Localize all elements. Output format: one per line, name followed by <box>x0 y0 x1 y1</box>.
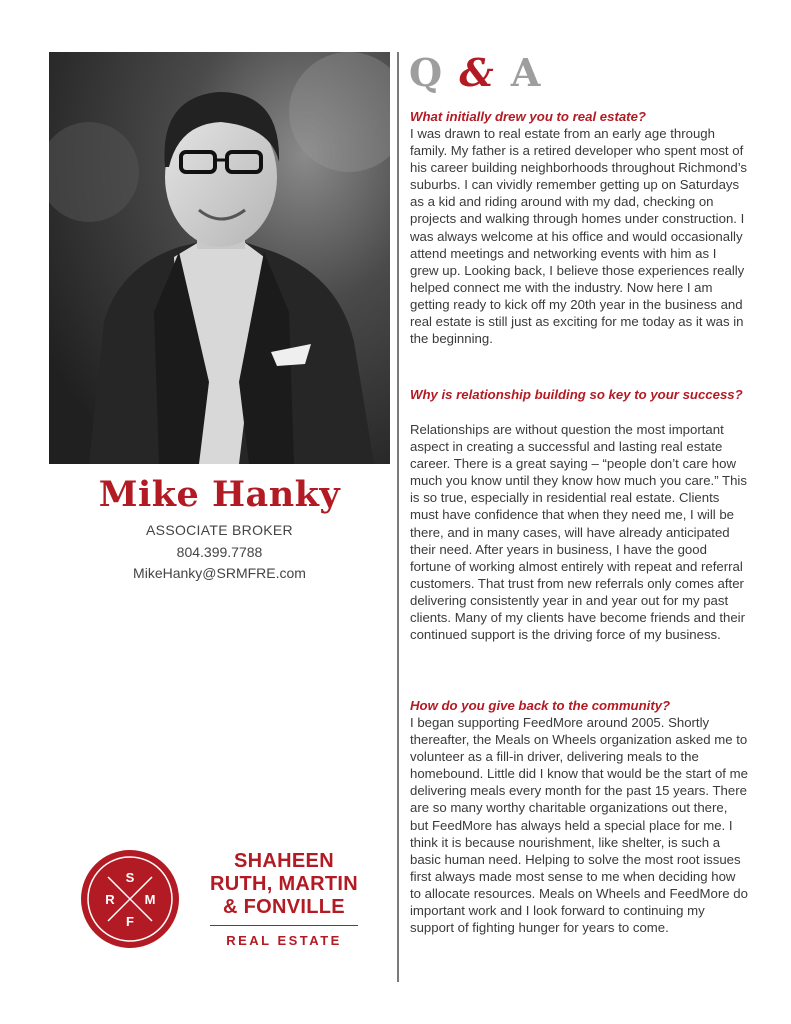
firm-subtitle: REAL ESTATE <box>226 933 342 948</box>
srmf-logo-icon <box>80 849 180 949</box>
firm-name <box>204 850 364 919</box>
headshot-photo <box>49 52 390 464</box>
firm-name-line-3: & FONVILLE <box>223 896 345 918</box>
agent-title: ASSOCIATE BROKER <box>146 522 293 538</box>
logo-letter-s: S <box>125 870 135 885</box>
answer-1: I was drawn to real estate from an early age through family. My father is a retired developer who spent most of his career building neighborhoods throughout Richmond’s suburbs. I can vividly remember getting up on Saturdays as a kid and riding around with my dad, checking on projects and walking through homes under construction. I was always welcome at his office and would occasionally attend meetings and networking events with him as I grew up. Looking back, I believe those experiences really helped connect me with the industry. Now here I am getting ready to kick off my 20th year in the business and real estate is still just as exciting for me today as it was in the beginning. <box>410 126 747 347</box>
answer-3: I began supporting FeedMore around 2005. Shortly thereafter, the Meals on Wheels organization asked me to volunteer as a fill-in driver, delivering meals to the homebound. Little did I know that would be the start of me delivering meals every month for the past 15 years. There are so many worthy charitable organizations out there, but FeedMore has always held a special place for me. I think it is because nourishment, like shelter, is such a basic human need. Helping to solve the most root issues first always made most sense to me when deciding how to allocate resources. Meals on Wheels and FeedMore do important work and I look forward to continuing my support of fighting hunger for years to come. <box>410 715 748 936</box>
firm-rule-divider <box>210 925 358 926</box>
agent-phone[interactable]: 804.399.7788 <box>176 544 263 560</box>
qa-heading-a: A <box>510 50 543 95</box>
logo-letter-f: F <box>126 914 134 929</box>
logo-letter-m: M <box>144 892 156 907</box>
logo-letter-r: R <box>105 892 115 907</box>
firm-name-line-1: SHAHEEN <box>234 850 334 872</box>
question-2: Why is relationship building so key to your success? <box>410 387 743 402</box>
question-3: How do you give back to the community? <box>410 698 671 713</box>
column-divider <box>397 52 399 982</box>
qa-heading-ampersand: & <box>459 50 496 95</box>
firm-name-line-2: RUTH, MARTIN <box>209 873 359 895</box>
agent-name: Mike Hanky <box>98 474 341 515</box>
qa-heading <box>409 50 542 95</box>
qa-heading-q: Q <box>409 50 445 95</box>
question-1: What initially drew you to real estate? <box>410 109 646 124</box>
agent-email[interactable]: MikeHanky@SRMFRE.com <box>133 565 306 581</box>
answer-2: Relationships are without question the most important aspect in creating a successful and lasting real estate career. There is a great saying – “people don’t care how much you know until they know how much you care.” This is so true, especially in residential real estate. Clients must have confidence that when they need me, I will be there, and in many cases, will have already anticipated their need. After years in business, I have the good fortune of working almost entirely with repeat and referral customers. That trust from new referrals only comes after delivering consistently year in and year out for my past clients. Many of my clients have become friends and their continued support is the driving force of my business. <box>410 422 747 643</box>
